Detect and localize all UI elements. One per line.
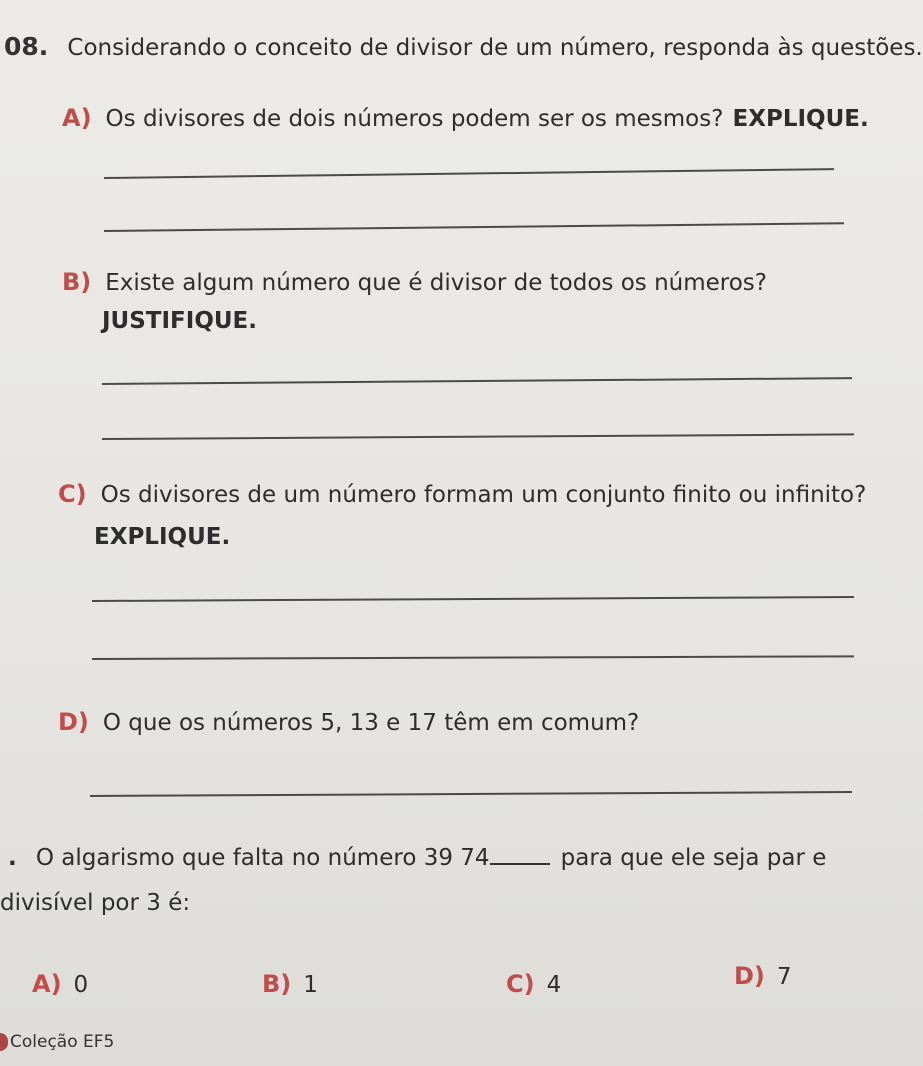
option-a[interactable] [32,970,88,998]
option-c[interactable] [506,970,561,998]
item-c [58,480,866,508]
option-b-value: 1 [303,972,318,998]
item-a-text: Os divisores de dois números podem ser os mesmos? [105,106,724,132]
answer-line-a1[interactable] [104,168,834,179]
answer-line-b1[interactable] [102,377,852,385]
option-b-letter: B) [262,970,292,998]
option-d-value: 7 [776,964,792,990]
answer-line-c2[interactable] [92,655,854,660]
item-c-letter: C) [58,480,87,508]
option-a-value: 0 [73,972,89,998]
question-title: Considerando o conceito de divisor de um número, responda às questões. [67,35,923,61]
question-9-line2: divisível por 3 é: [0,890,191,916]
option-d-letter: D) [734,962,765,990]
item-a-letter: A) [62,104,92,132]
question-9-text-before: O algarismo que falta no número 39 74 [35,845,490,871]
footer-brand-mark-icon [0,1033,8,1051]
footer-text: Coleção EF5 [10,1032,115,1052]
item-d-text: O que os números 5, 13 e 17 têm em comum? [102,710,640,736]
option-c-letter: C) [506,970,535,998]
question-9-line1 [8,845,826,871]
option-c-value: 4 [546,972,562,998]
answer-line-a2[interactable] [104,222,844,232]
answer-line-d1[interactable] [90,791,852,797]
item-b-emphasis: JUSTIFIQUE. [102,308,257,334]
item-b-text: Existe algum número que é divisor de todos os números? [105,270,767,296]
question-9-text-after: para que ele seja par e [560,845,827,871]
option-a-letter: A) [32,970,62,998]
question-8-header [4,32,923,61]
item-c-emphasis: EXPLIQUE. [94,524,231,550]
question-9-bullet: . [8,845,17,871]
option-d[interactable] [734,962,792,990]
item-d-letter: D) [58,708,89,736]
item-d [58,708,639,736]
item-a-emphasis: EXPLIQUE. [732,106,869,132]
answer-line-b2[interactable] [102,433,854,440]
item-b [62,268,767,296]
item-c-text: Os divisores de um número formam um conjunto finito ou infinito? [100,482,867,508]
question-number: 08. [4,32,49,61]
item-b-letter: B) [62,268,92,296]
missing-digit-blank[interactable] [490,845,550,865]
item-a [62,104,869,132]
answer-line-c1[interactable] [92,596,854,602]
option-b[interactable] [262,970,318,998]
